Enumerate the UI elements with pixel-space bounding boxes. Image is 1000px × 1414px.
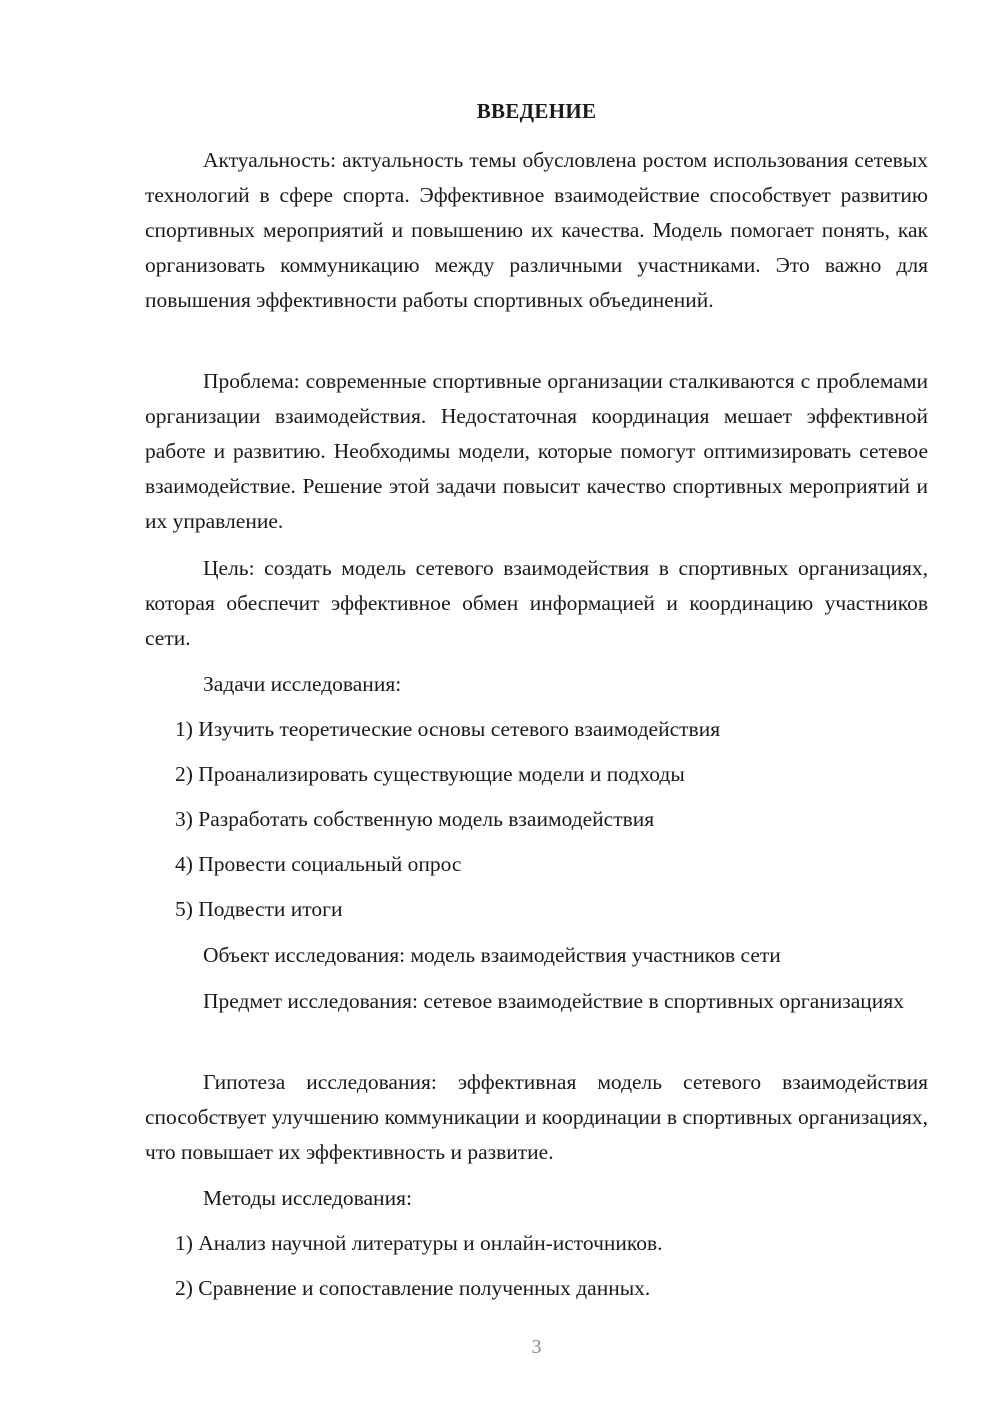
page-number: 3 — [531, 1336, 542, 1358]
task-item-3: 3) Разработать собственную модель взаимодействия — [175, 807, 655, 831]
task-item-5: 5) Подвести итоги — [175, 897, 343, 921]
method-item-2: 2) Сравнение и сопоставление полученных данных. — [175, 1276, 651, 1300]
tasks-label: Задачи исследования: — [203, 672, 402, 696]
methods-label: Методы исследования: — [203, 1186, 412, 1210]
page-title: ВВЕДЕНИЕ — [476, 99, 597, 123]
paragraph-problem: Проблема: современные спортивные организации сталкиваются с проблемами организации взаимодействия. Недостаточная координация мешает эффективной работе и развитию. Необходимы модели, которые помогут оптимизировать сетевое взаимодействие. Решение этой задачи повысит качество спортивных мероприятий и их управление. — [145, 369, 928, 533]
paragraph-relevance: Актуальность: актуальность темы обусловлена ростом использования сетевых технологий в сфере спорта. Эффективное взаимодействие способствует развитию спортивных мероприятий и повышению их качества. Модель помогает понять, как организовать коммуникацию между различными участниками. Это важно для повышения эффективности работы спортивных объединений. — [145, 148, 928, 312]
paragraph-subject: Предмет исследования: сетевое взаимодействие в спортивных организациях — [203, 989, 904, 1013]
paragraph-goal: Цель: создать модель сетевого взаимодействия в спортивных организациях, которая обеспечит эффективное обмен информацией и координацию участников сети. — [145, 556, 928, 650]
paragraph-hypothesis: Гипотеза исследования: эффективная модель сетевого взаимодействия способствует улучшению коммуникации и координации в спортивных организациях, что повышает их эффективность и развитие. — [145, 1070, 928, 1164]
paragraph-object: Объект исследования: модель взаимодействия участников сети — [203, 943, 781, 967]
task-item-4: 4) Провести социальный опрос — [175, 852, 462, 876]
task-item-2: 2) Проанализировать существующие модели и подходы — [175, 762, 685, 786]
task-item-1: 1) Изучить теоретические основы сетевого взаимодействия — [175, 717, 721, 741]
method-item-1: 1) Анализ научной литературы и онлайн-источников. — [175, 1231, 663, 1255]
document-page — [145, 0, 928, 1414]
